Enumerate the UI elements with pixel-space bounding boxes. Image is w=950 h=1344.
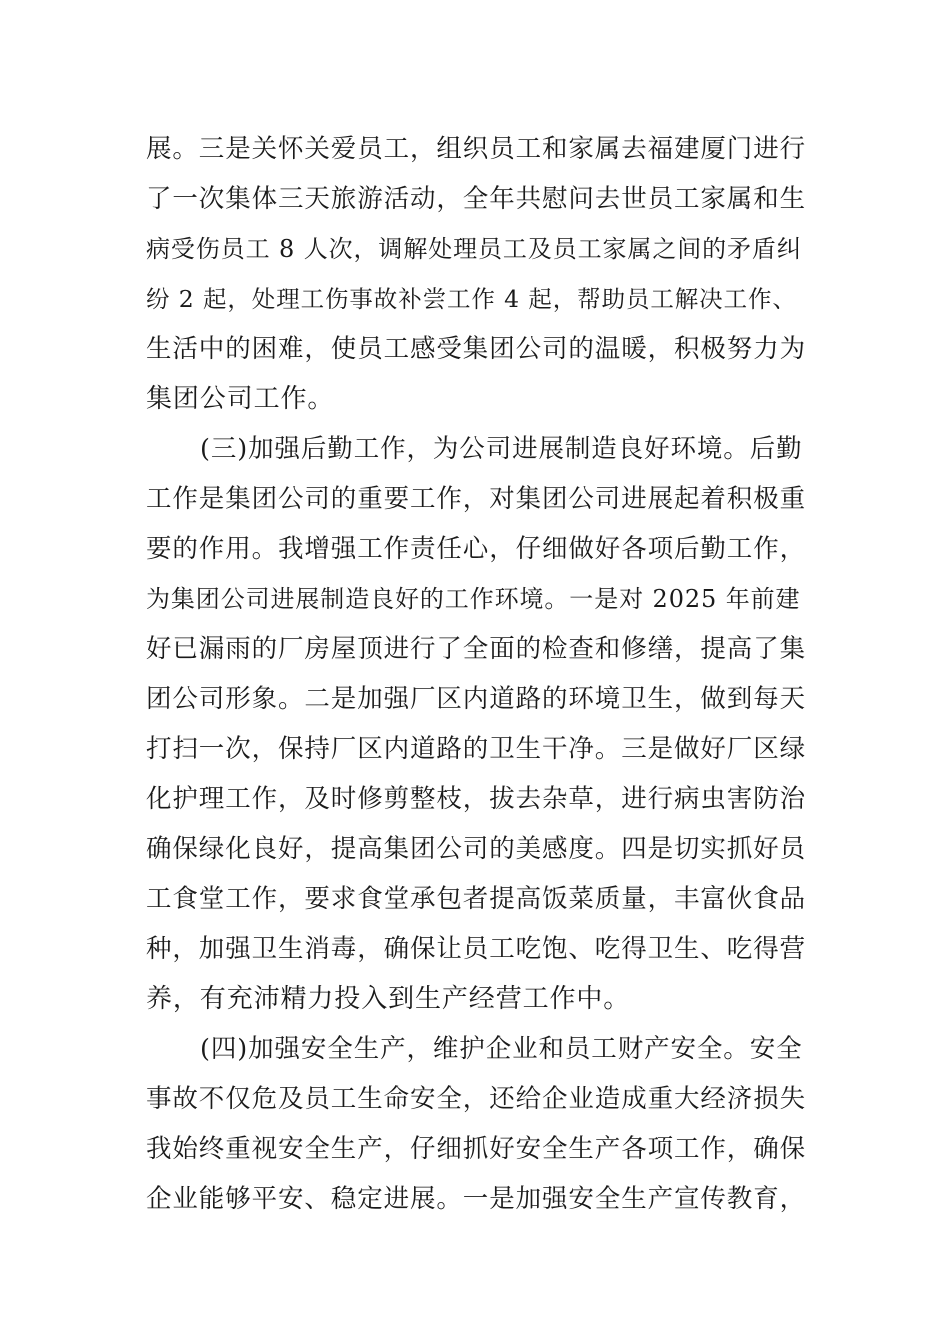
text-line: 养，有充沛精力投入到生产经营工作中。 (146, 984, 631, 1014)
text-line: 打扫一次，保持厂区内道路的卫生干净。三是做好厂区绿 (146, 734, 807, 764)
text-line: 病受伤员工 8 人次，调解处理员工及员工家属之间的矛盾纠 (146, 235, 802, 263)
text-line: 工食堂工作，要求食堂承包者提高饭菜质量，丰富伙食品 (146, 884, 807, 914)
text-line: 确保绿化良好，提高集团公司的美感度。四是切实抓好员 (146, 834, 807, 864)
text-line: 企业能够平安、稳定进展。一是加强安全生产宣传教育， (146, 1184, 807, 1214)
section-heading-line: (四)加强安全生产，维护企业和员工财产安全。安全 (200, 1034, 803, 1064)
text-line: 要的作用。我增强工作责任心，仔细做好各项后勤工作， (146, 534, 807, 564)
text-line: 好已漏雨的厂房屋顶进行了全面的检查和修缮，提高了集 (146, 634, 807, 664)
text-line: 工作是集团公司的重要工作，对集团公司进展起着积极重 (146, 484, 807, 514)
text-line: 展。三是关怀关爱员工，组织员工和家属去福建厦门进行 (146, 134, 807, 164)
text-line: 生活中的困难，使员工感受集团公司的温暖，积极努力为 (146, 334, 807, 364)
text-line: 纷 2 起，处理工伤事故补尝工作 4 起，帮助员工解决工作、 (146, 285, 797, 313)
text-line: 集团公司工作。 (146, 384, 335, 414)
text-line: 团公司形象。二是加强厂区内道路的环境卫生，做到每天 (146, 684, 807, 714)
text-line: 种，加强卫生消毒，确保让员工吃饱、吃得卫生、吃得营 (146, 934, 807, 964)
text-line: 我始终重视安全生产，仔细抓好安全生产各项工作，确保 (146, 1134, 807, 1164)
text-line: 为集团公司进展制造良好的工作环境。一是对 2025 年前建 (146, 585, 801, 613)
text-line: 了一次集体三天旅游活动，全年共慰问去世员工家属和生 (146, 184, 807, 214)
text-line: 化护理工作，及时修剪整枝，拔去杂草，进行病虫害防治 (146, 784, 807, 814)
section-heading-line: (三)加强后勤工作，为公司进展制造良好环境。后勤 (200, 434, 803, 464)
text-line: 事故不仅危及员工生命安全，还给企业造成重大经济损失 (146, 1084, 807, 1114)
